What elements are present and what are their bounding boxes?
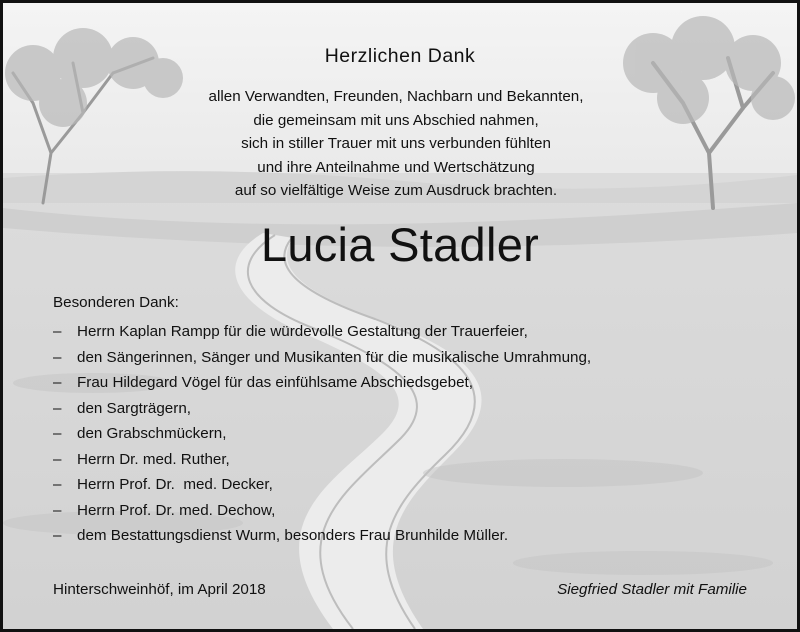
list-item-text: den Grabschmückern, [77, 425, 227, 442]
list-item [53, 498, 591, 524]
list-item-text: Frau Hildegard Vögel für das einfühlsame Abschiedsgebet, [77, 374, 473, 391]
list-item [53, 472, 591, 498]
list-item-text: Herrn Prof. Dr. med. Decker, [77, 476, 273, 493]
list-item [53, 421, 591, 447]
intro-line: die gemeinsam mit uns Abschied nahmen, [253, 111, 539, 129]
list-item-text: Herrn Prof. Dr. med. Dechow, [77, 501, 276, 519]
dash-bullet: – [53, 323, 62, 340]
list-item-text: Herrn Dr. med. Ruther, [77, 450, 230, 468]
dash-bullet: – [53, 450, 62, 468]
dash-bullet: – [53, 476, 62, 493]
dash-bullet: – [53, 348, 62, 366]
dash-bullet: – [53, 527, 62, 544]
dash-bullet: – [53, 501, 62, 519]
dash-bullet: – [53, 374, 62, 391]
intro-line: und ihre Anteilnahme und Wertschätzung [257, 158, 535, 176]
intro-line: sich in stiller Trauer mit uns verbunden fühlten [241, 135, 551, 153]
intro-line: auf so vielfältige Weise zum Ausdruck brachten. [234, 182, 558, 200]
intro-line: allen Verwandten, Freunden, Nachbarn und Bekannten, [208, 88, 584, 105]
list-item [53, 396, 591, 422]
list-item-text: Herrn Kaplan Rampp für die würdevolle Gestaltung der Trauerfeier, [77, 323, 528, 340]
obituary-content [3, 3, 797, 629]
signature: Siegfried Stadler mit Familie [557, 581, 747, 598]
dash-bullet: – [53, 425, 62, 442]
list-item [53, 370, 591, 396]
deceased-name: Lucia Stadler [260, 218, 540, 271]
list-item-text: den Sargträgern, [77, 399, 191, 417]
special-thanks-title: Besonderen Dank: [53, 294, 179, 311]
intro-text [3, 85, 789, 203]
special-thanks-list [53, 319, 591, 549]
list-item-text: den Sängerinnen, Sänger und Musikanten für die musikalische Umrahmung, [77, 348, 592, 366]
list-item [53, 345, 591, 371]
list-item [53, 447, 591, 473]
heading: Herzlichen Dank [324, 45, 476, 67]
place-date: Hinterschweinhöf, im April 2018 [53, 581, 266, 598]
list-item-text: dem Bestattungsdienst Wurm, besonders Frau Brunhilde Müller. [77, 527, 509, 544]
list-item [53, 319, 591, 345]
list-item [53, 523, 591, 549]
dash-bullet: – [53, 399, 62, 417]
